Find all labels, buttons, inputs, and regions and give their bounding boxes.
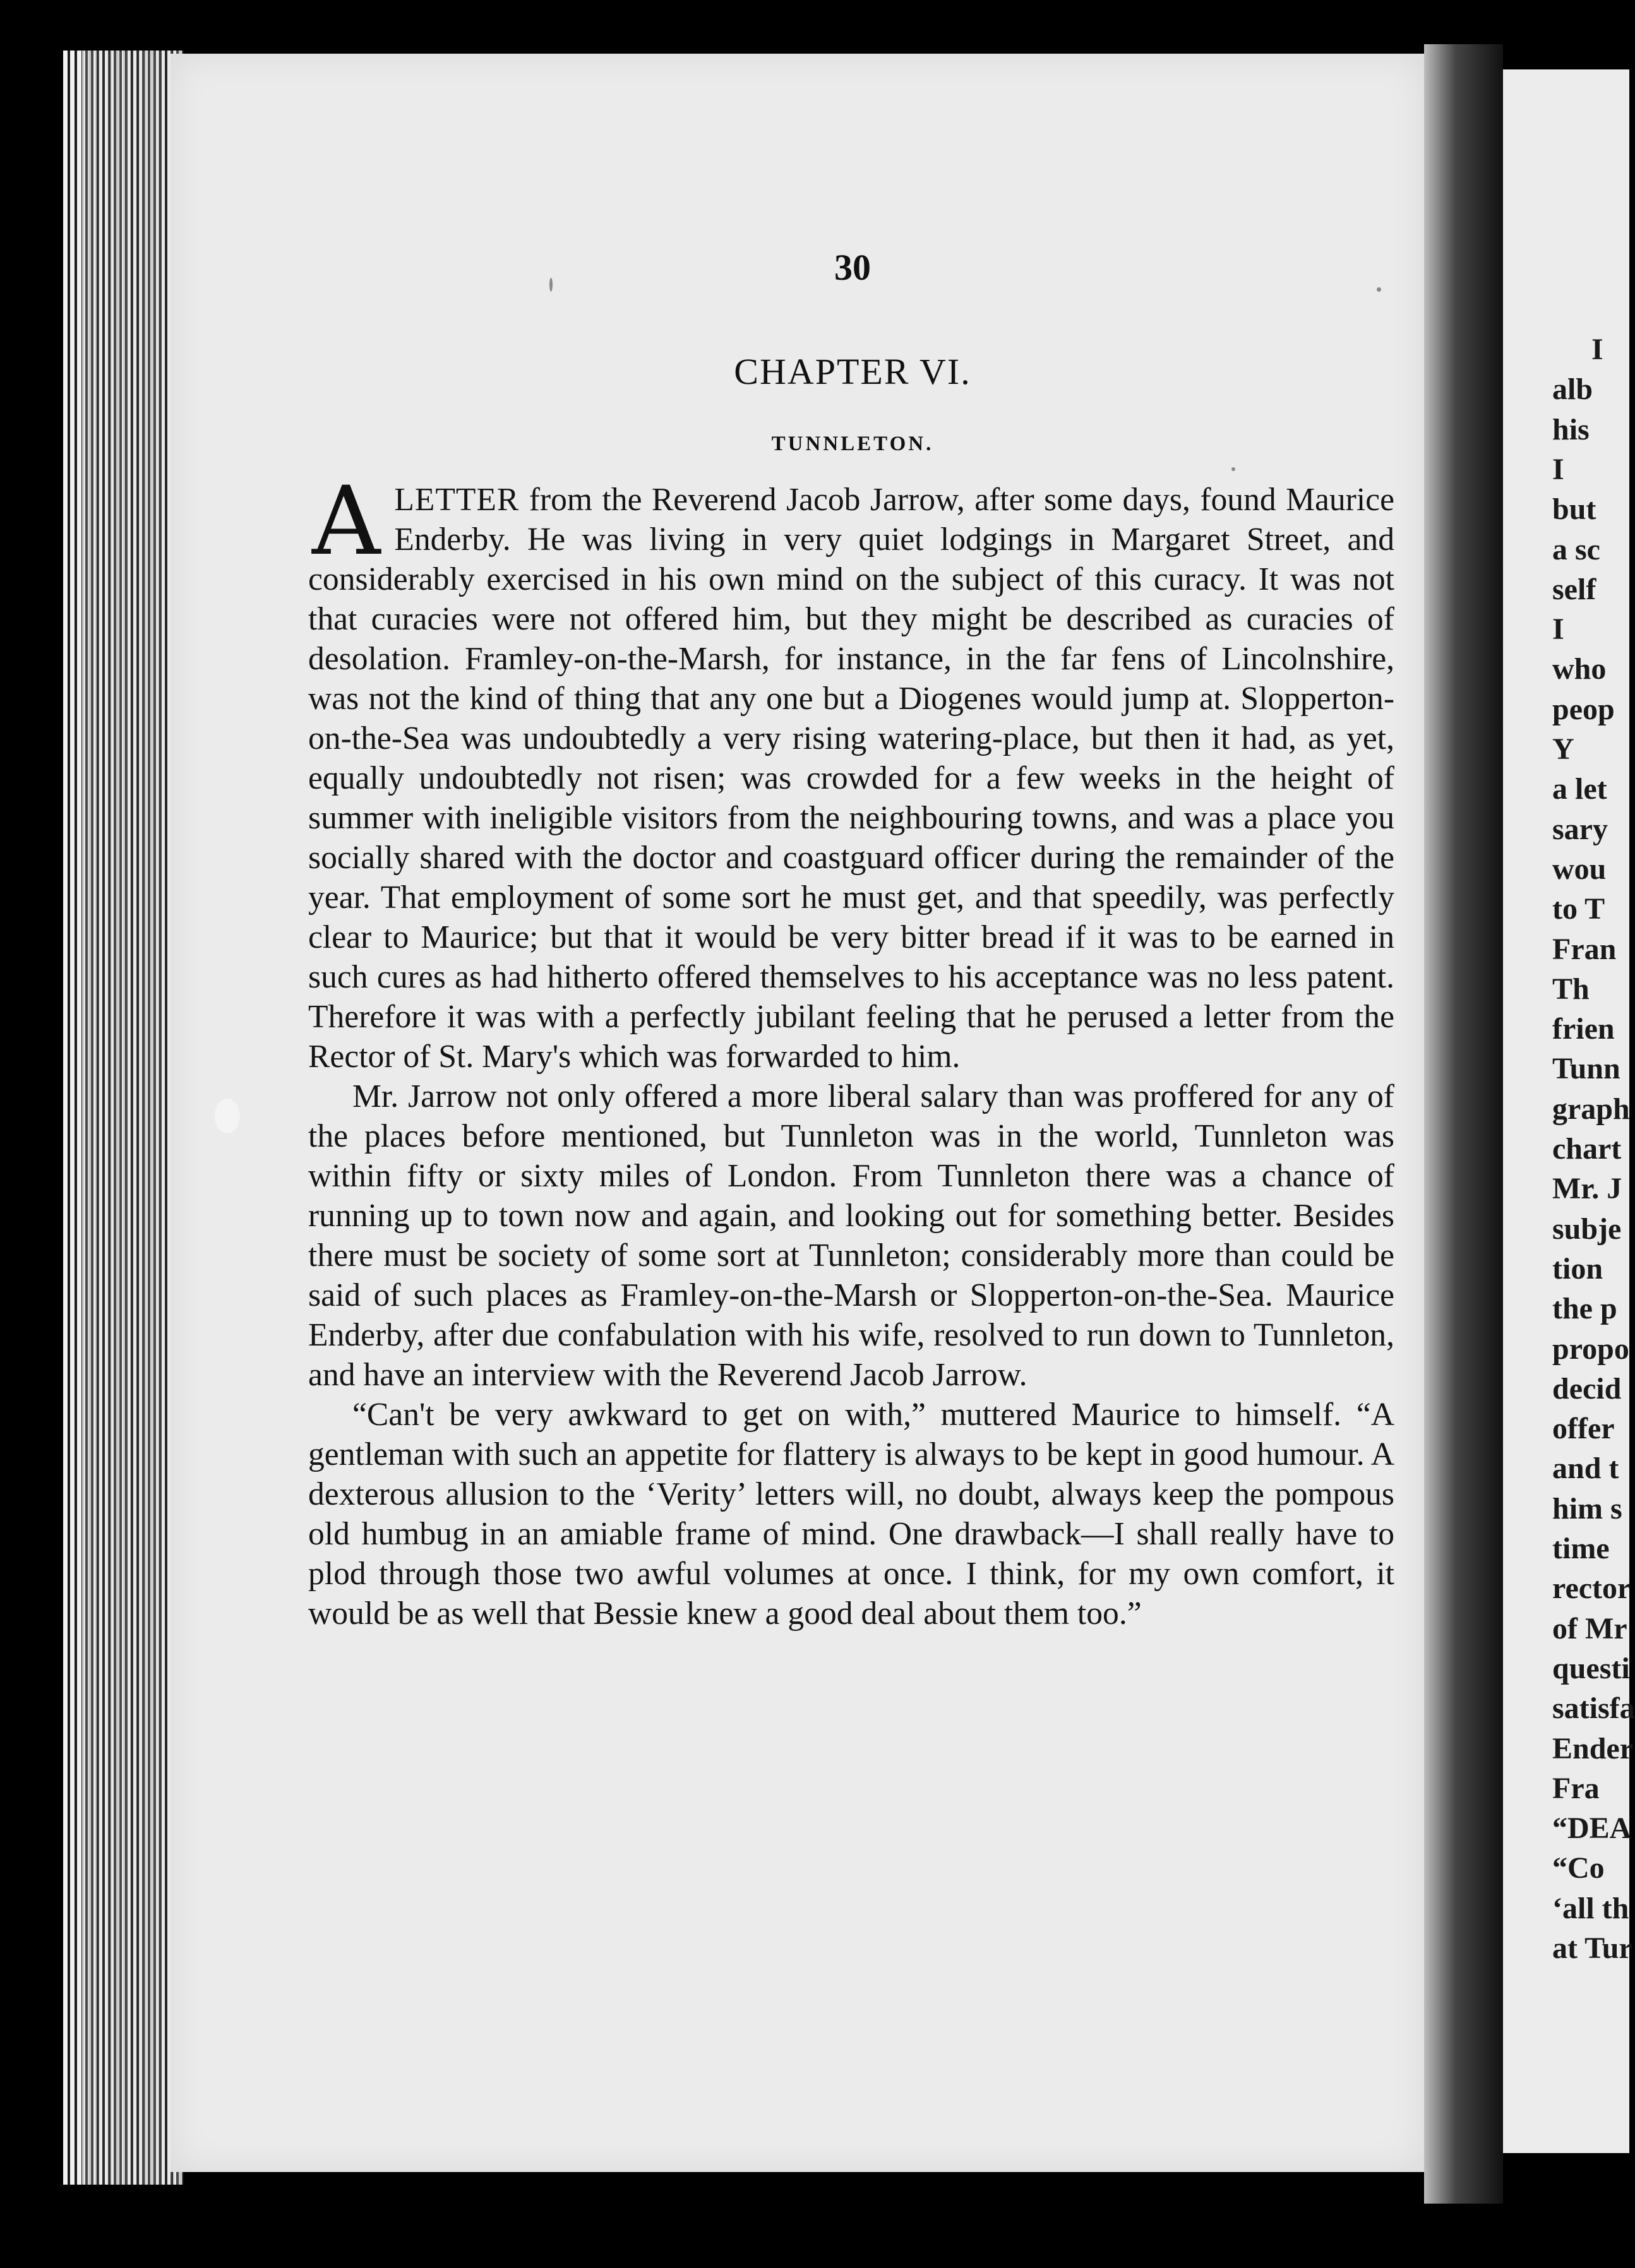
facing-page-line: ‘all th bbox=[1552, 1891, 1629, 1925]
facing-page-line: a sc bbox=[1552, 532, 1600, 566]
facing-page-line: sary bbox=[1552, 812, 1608, 846]
facing-page-line: I bbox=[1591, 333, 1603, 366]
lead-word: LETTER bbox=[394, 482, 520, 518]
facing-page-line: a let bbox=[1552, 772, 1607, 806]
facing-page bbox=[1503, 69, 1635, 2153]
dust-speck bbox=[1231, 467, 1235, 471]
facing-page-line: questi bbox=[1552, 1651, 1630, 1685]
facing-page-line: satisfa bbox=[1552, 1692, 1635, 1726]
facing-page-line: his bbox=[1552, 412, 1590, 446]
dust-speck bbox=[1377, 287, 1381, 292]
facing-page-line: rector bbox=[1552, 1572, 1631, 1606]
facing-page-line: Fra bbox=[1552, 1771, 1600, 1805]
facing-page-line: I bbox=[1552, 612, 1564, 647]
section-title: TUNNLETON. bbox=[771, 433, 934, 455]
paragraph bbox=[308, 467, 1394, 1077]
paragraph-text: from the Reverend Jacob Jarrow, after some days, found Maurice Enderby. He was living in very quiet lodgings in Margaret Street, and considerably exercised in his own mind on the subject of this curacy. It was not that curacies were not offered him, but they might be described as curacies of desolation. Framley-on-the-Marsh, for instance, in the far fens of Lincolnshire, was not the kind of thing that any one but a Diogenes would jump at. Slopperton-on-the-Sea was undoubtedly a very rising watering-place, but then it had, as yet, equally undoubtedly not risen; was crowded for a few weeks in the height of summer with ineligible visitors from the neighbouring towns, and was a place you socially shared with the doctor and coastguard officer during the remainder of the year. That employment of some sort he must get, and that speedily, was perfectly clear to Maurice; but that it would be very bitter bread if it was to be earned in such cures as had hitherto offered themselves to his acceptance was no less patent. Therefore it was with a perfectly jubilant feeling that he perused a letter from the Rector of St. Mary's which was forwarded to him. bbox=[308, 482, 1394, 1075]
paragraph: Mr. Jarrow not only offered a more liberal salary than was proffered for any of the places before mentioned, but Tunnleton was in the world, Tunnleton was within fifty or sixty miles of London. From Tunnleton there was a chance of running up to town now and again, and looking out for something better. Besides there must be society of some sort at Tunnleton; considerably more than could be said of such places as Framley-on-the-Marsh or Slopperton-on-the-Sea. Maurice Enderby, after due confabulation with his wife, resolved to run down to Tunnleton, and have an interview with the Reverend Jacob Jarrow. bbox=[308, 1078, 1394, 1393]
facing-page-line: frien bbox=[1552, 1012, 1615, 1046]
facing-page-line: chart bbox=[1552, 1132, 1622, 1166]
fanned-page-edges-inner bbox=[82, 51, 183, 2185]
facing-page-line: Ender bbox=[1552, 1731, 1634, 1765]
page-number: 30 bbox=[834, 247, 871, 288]
dust-speck bbox=[215, 1099, 240, 1133]
facing-page-line: I bbox=[1552, 452, 1564, 486]
facing-page-line: decid bbox=[1552, 1371, 1622, 1406]
facing-page-line: Y bbox=[1552, 732, 1574, 766]
facing-page-line: peop bbox=[1552, 692, 1615, 726]
book-gutter bbox=[1424, 44, 1503, 2204]
paragraph: “Can't be very awkward to get on with,” muttered Maurice to himself. “A gentleman with such an appetite for flattery is always to be kept in good humour. A dexterous allusion to the ‘Verity’ letters will, no doubt, always keep the pompous old humbug in an amiable frame of mind. One drawback—I shall really have to plod through those two awful volumes at once. I think, for my own comfort, it would be as well that Bessie knew a good deal about them too.” bbox=[308, 1397, 1394, 1632]
facing-page-line: alb bbox=[1552, 373, 1593, 407]
dust-speck bbox=[549, 278, 553, 292]
facing-page-line: “DEA bbox=[1552, 1811, 1632, 1846]
chapter-title: CHAPTER VI. bbox=[734, 351, 971, 392]
facing-page-line: Mr. J bbox=[1552, 1172, 1622, 1206]
facing-page-line: tion bbox=[1552, 1251, 1603, 1286]
facing-page-line: Tunn bbox=[1552, 1052, 1620, 1086]
facing-page-line: to T bbox=[1552, 892, 1605, 926]
facing-page-line: graph bbox=[1552, 1092, 1630, 1126]
facing-page-line: wou bbox=[1552, 852, 1607, 886]
facing-page-line: who bbox=[1552, 652, 1607, 686]
facing-page-line: time bbox=[1552, 1532, 1610, 1565]
facing-page-line: Th bbox=[1552, 972, 1590, 1006]
facing-page-line: self bbox=[1552, 572, 1596, 606]
facing-page-line: “Co bbox=[1552, 1851, 1605, 1885]
facing-page-line: offer bbox=[1552, 1412, 1615, 1446]
drop-cap: A bbox=[312, 467, 381, 576]
facing-page-line: Fran bbox=[1552, 932, 1617, 966]
facing-page-line: at Tur bbox=[1552, 1931, 1632, 1965]
chapter-body bbox=[308, 467, 1394, 1633]
facing-page-line: propo bbox=[1552, 1332, 1629, 1366]
facing-page-line: him s bbox=[1552, 1491, 1622, 1525]
facing-page-line: but bbox=[1552, 492, 1596, 527]
facing-page-line: and t bbox=[1552, 1452, 1619, 1486]
facing-page-line: of Mr bbox=[1552, 1611, 1627, 1645]
facing-page-line: the p bbox=[1552, 1292, 1617, 1326]
facing-page-line: subje bbox=[1552, 1212, 1622, 1246]
